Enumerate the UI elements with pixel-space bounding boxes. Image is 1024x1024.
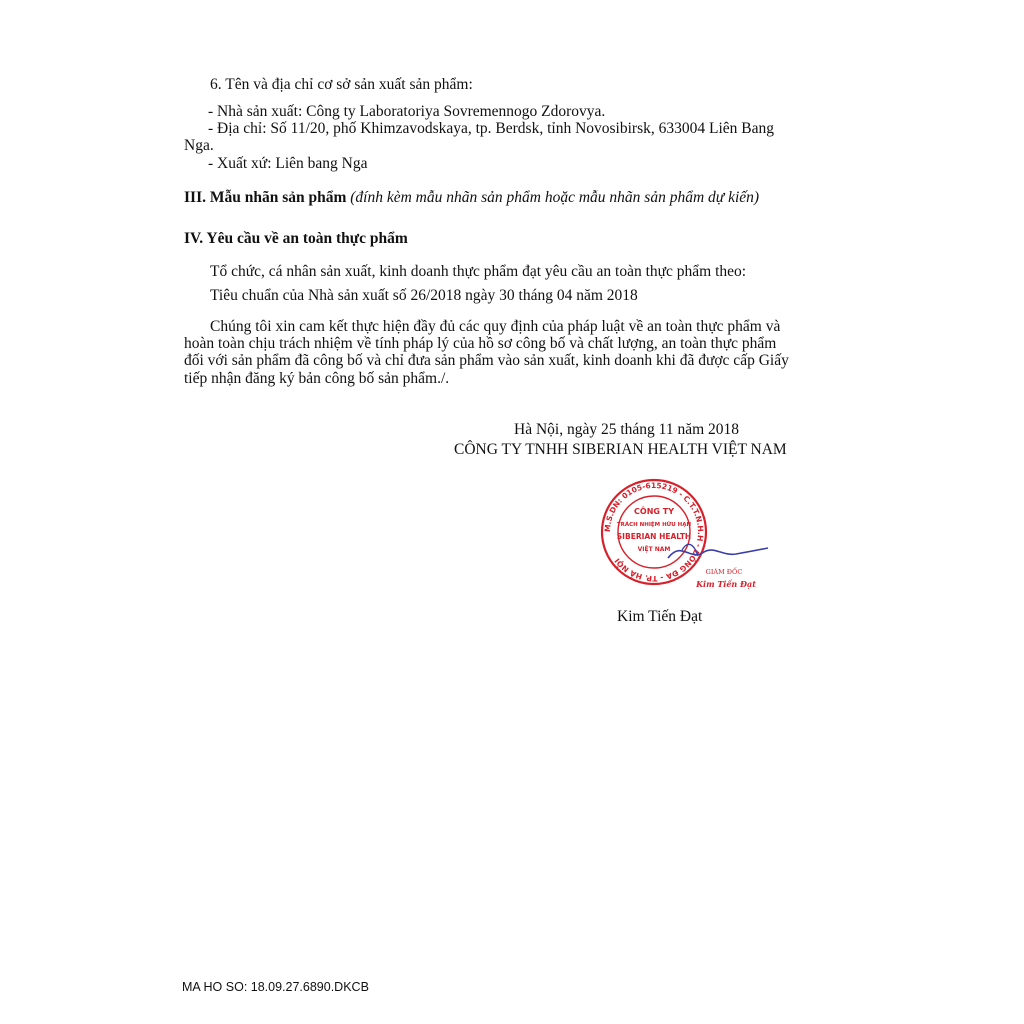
stamp-center-2: TRÁCH NHIỆM HỮU HẠN [616, 522, 692, 528]
address-line-1: - Địa chỉ: Số 11/20, phố Khimzavodskaya, tp. Berdsk, tỉnh Novosibirsk, 633004 Liên Bang [208, 120, 774, 137]
stamp-icon [586, 470, 786, 600]
stamp-center-3: SIBERIAN HEALTH [616, 532, 692, 541]
stamp-ring-text: M.S.DN: 0105-615219 - C.T.T.N.H.H - ĐỐNG ĐA - TP. HÀ NỘI [602, 480, 706, 584]
stamp-name: Kim Tiến Đạt [696, 579, 756, 589]
section3-heading: III. Mẫu nhãn sản phẩm [184, 189, 347, 206]
document-code: MA HO SO: 18.09.27.6890.DKCB [182, 980, 369, 994]
address-line-2: Nga. [184, 137, 214, 154]
section6-heading: 6. Tên và địa chỉ cơ sở sản xuất sản phẩm: [210, 76, 473, 93]
section4-heading: IV. Yêu cầu về an toàn thực phẩm [184, 230, 408, 247]
section3-line [184, 189, 759, 207]
section3-note: (đính kèm mẫu nhãn sản phẩm hoặc mẫu nhãn sản phẩm dự kiến) [350, 189, 760, 206]
company-name: CÔNG TY TNHH SIBERIAN HEALTH VIỆT NAM [454, 441, 787, 458]
commitment-line-1: Chúng tôi xin cam kết thực hiện đầy đủ các quy định của pháp luật về an toàn thực phẩm và [210, 318, 781, 335]
manufacturer-line: - Nhà sản xuất: Công ty Laboratoriya Sovremennogo Zdorovya. [208, 103, 606, 120]
origin-line: - Xuất xứ: Liên bang Nga [208, 155, 368, 172]
commitment-line-4: tiếp nhận đăng ký bản công bố sản phẩm./. [184, 370, 450, 387]
place-date: Hà Nội, ngày 25 tháng 11 năm 2018 [514, 421, 739, 438]
stamp-center-4: VIỆT NAM [637, 546, 671, 553]
section4-line-2: Tiêu chuẩn của Nhà sản xuất số 26/2018 ngày 30 tháng 04 năm 2018 [210, 287, 638, 304]
signer-name: Kim Tiến Đạt [617, 608, 703, 625]
commitment-line-3: đối với sản phẩm đã công bố và chỉ đưa sản phẩm vào sản xuất, kinh doanh khi đã được cấp Giấy [184, 352, 789, 369]
company-stamp [586, 470, 786, 600]
stamp-title: GIÁM ĐỐC [705, 568, 743, 576]
section4-line-1: Tổ chức, cá nhân sản xuất, kinh doanh thực phẩm đạt yêu cầu an toàn thực phẩm theo: [210, 263, 747, 280]
stamp-center-1: CÔNG TY [634, 507, 674, 516]
commitment-line-2: hoàn toàn chịu trách nhiệm về tính pháp lý của hồ sơ công bố và chất lượng, an toàn thực phẩm [184, 335, 777, 352]
